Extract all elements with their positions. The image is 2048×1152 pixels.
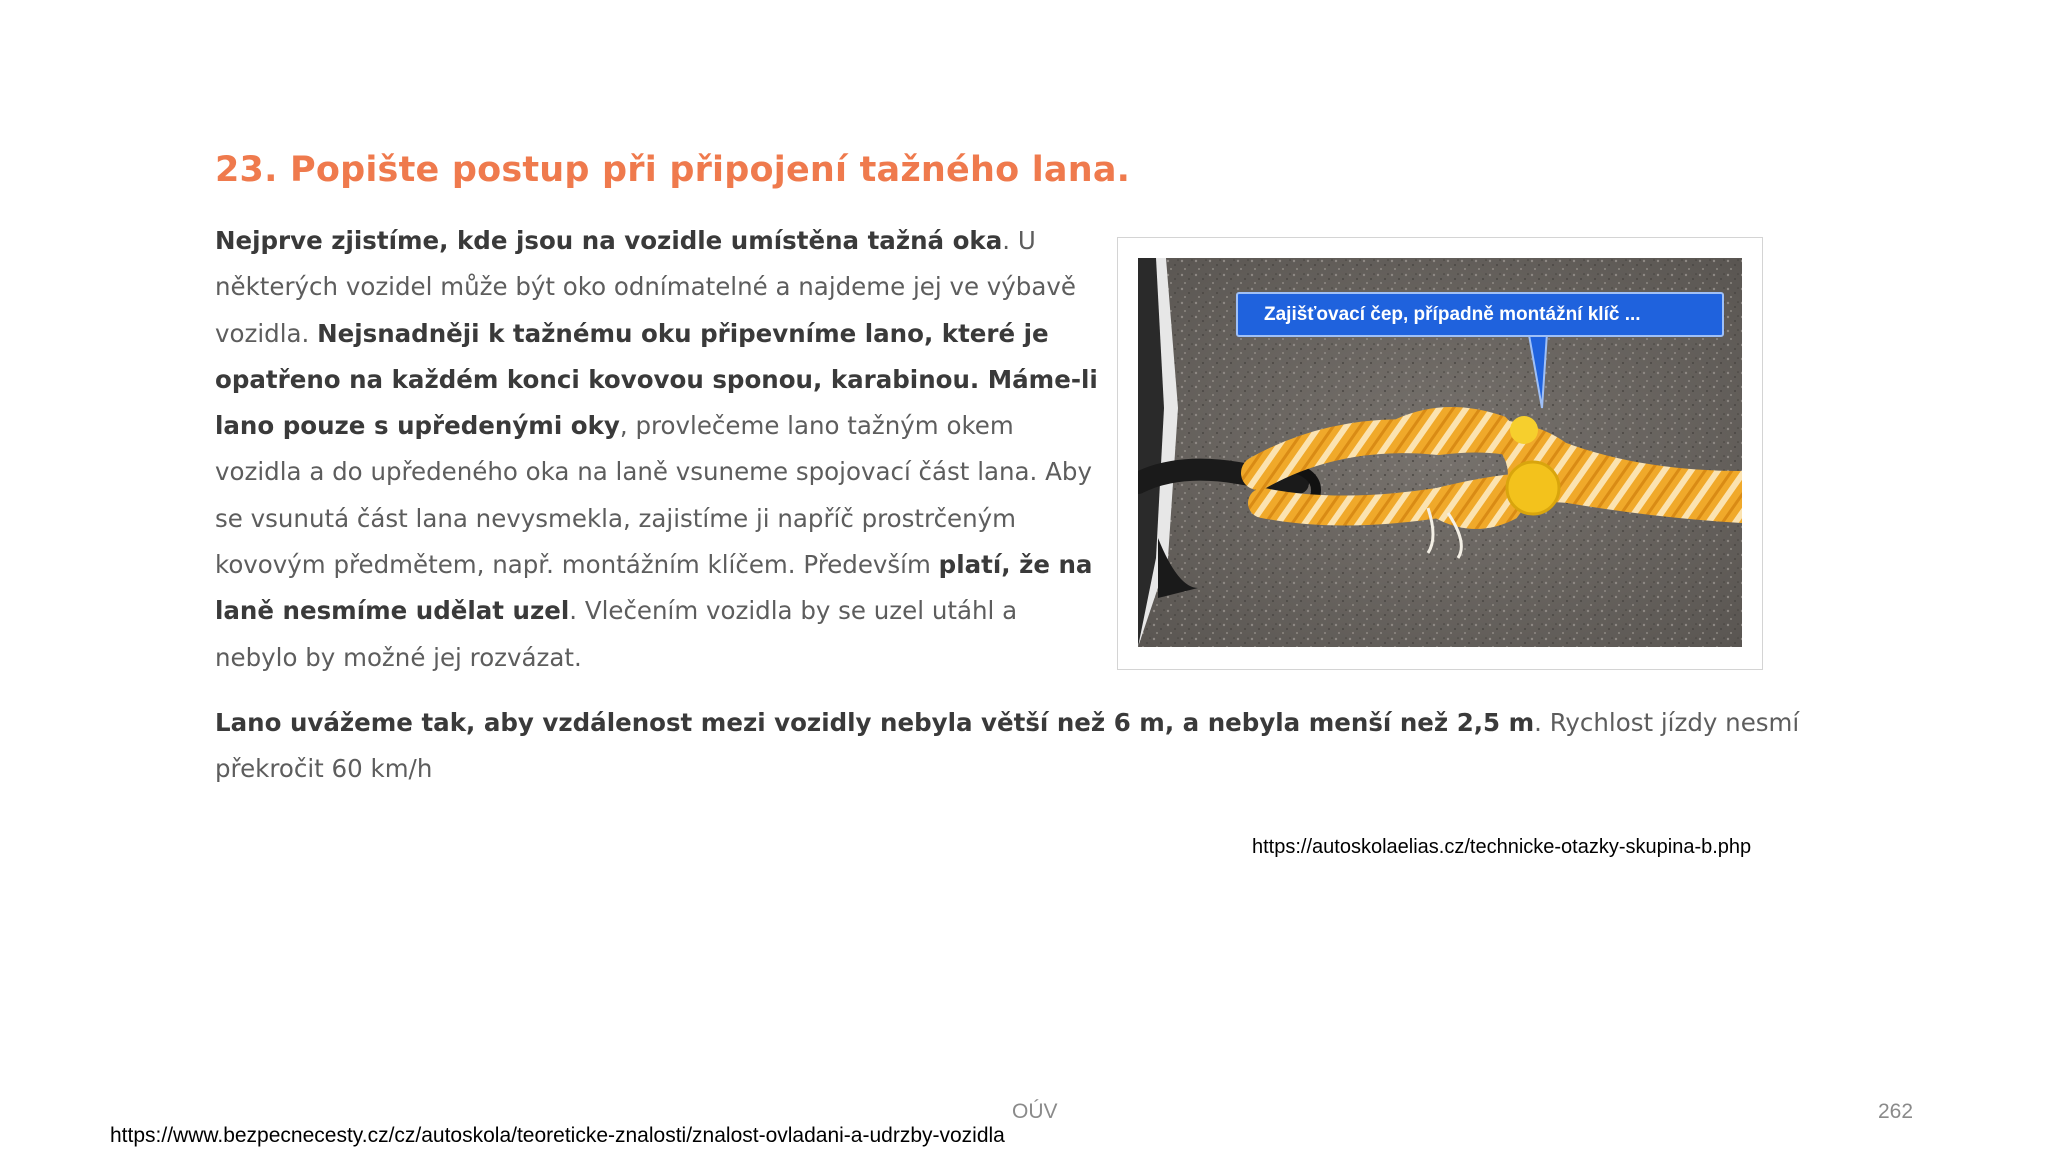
bold-text: Nejsnadněji k tažnému oku připevníme lano, které je opatřeno na každém konci kovovou sponou, karabinou. Máme-li lano pouze s upředenými oky: [215, 318, 1098, 441]
bold-text: Nejprve zjistíme, kde jsou na vozidle umístěna tažná oka: [215, 226, 1003, 255]
paragraph-rope-distance: [215, 700, 1815, 792]
body-text: . Vlečením vozidla by se uzel utáhl a nebylo by možné jej rozvázat.: [215, 596, 1018, 672]
photo-callout: Zajišťovací čep, případně montážní klíč ...: [1236, 292, 1724, 337]
source-link[interactable]: https://autoskolaelias.cz/technicke-otazky-skupina-b.php: [1252, 836, 1752, 858]
photo-frame: [1117, 237, 1763, 670]
bold-text: Lano uvážeme tak, aby vzdálenost mezi vozidly nebyla větší než 6 m, a nebyla menší než 2,5 m: [215, 708, 1535, 737]
body-text: . Rychlost jízdy nesmí překročit 60 km/h: [215, 708, 1800, 783]
page-number: 262: [1878, 1100, 1914, 1123]
bold-text: platí, že na laně nesmíme udělat uzel: [215, 550, 1093, 626]
paragraph-towing-procedure: [215, 218, 1105, 681]
body-text: . U některých vozidel může být oko odnímatelné a najdeme jej ve výbavě vozidla.: [215, 226, 1076, 348]
body-text: , provlečeme lano tažným okem vozidla a do upředeného oka na laně vsuneme spojovací část lana. Aby se vsunutá část lana nevysmekla, zajistíme ji napříč prostrčeným kovovým předmětem, např. montážním klíčem. Především: [215, 411, 1092, 580]
page-title: 23. Popište postup při připojení tažného lana.: [215, 150, 1131, 190]
footer-label: OÚV: [1012, 1100, 1058, 1123]
footer-source-link[interactable]: https://www.bezpecnecesty.cz/cz/autoskola/teoreticke-znalosti/znalost-ovladani-a-udrzby-vozidla: [110, 1124, 1005, 1147]
tow-rope-photo: [1138, 258, 1742, 647]
